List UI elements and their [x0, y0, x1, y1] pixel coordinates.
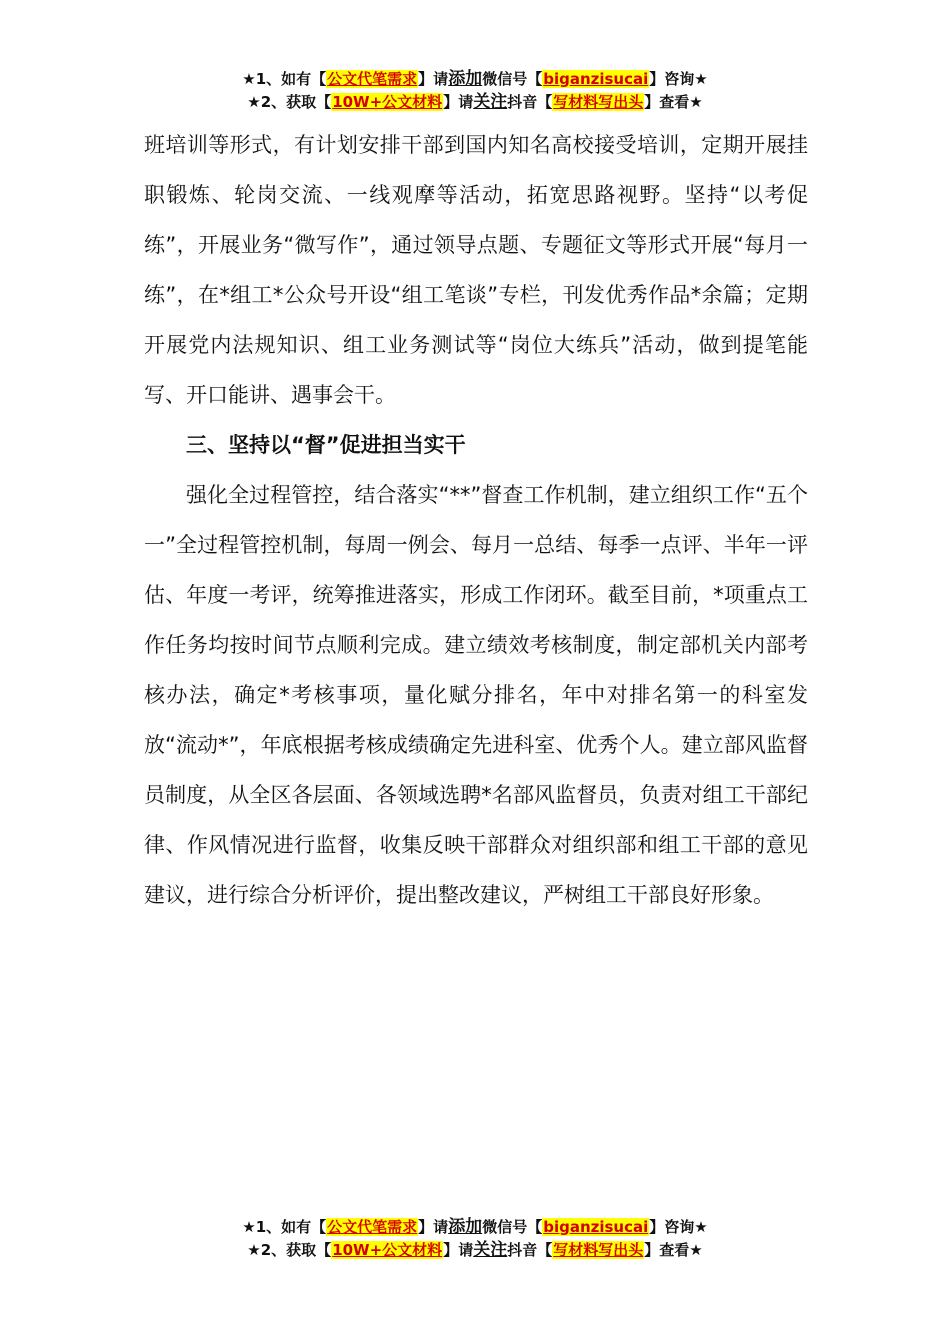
- banner-line-1: [0, 1216, 950, 1239]
- highlight-wechat-id: biganzisucai: [543, 1218, 649, 1236]
- paragraph-supervision: 强化全过程管控，结合落实“**”督查工作机制，建立组织工作“五个一”全过程管控机制，每周一例会、每月一总结、每季一点评、半年一评估、年度一考评，统筹推进落实，形成工作闭环。截至目前，*项重点工作任务均按时间节点顺利完成。建立绩效考核制度，制定部机关内部考核办法，确定*考核事项，量化赋分排名，年中对排名第一的科室发放“流动*”，年底根据考核成绩确定先进科室、优秀个人。建立部风监督员制度，从全区各层面、各领域选聘*名部风监督员，负责对组工干部纪律、作风情况进行监督，收集反映干部群众对组织部和组工干部的意见建议，进行综合分析评价，提出整改建议，严树组工干部良好形象。: [144, 483, 808, 907]
- header-banner: [0, 68, 950, 114]
- highlight-service: 公文代笔需求: [327, 70, 418, 88]
- star-icon: ★: [694, 70, 708, 88]
- banner-text: 】查看: [644, 1241, 690, 1259]
- paragraph-continued: 班培训等形式，有计划安排干部到国内知名高校接受培训，定期开展挂职锻炼、轮岗交流、一线观摩等活动，拓宽思路视野。坚持“以考促练”，开展业务“微写作”，通过领导点题、专题征文等形式开展“每月一练”，在*组工*公众号开设“组工笔谈”专栏，刊发优秀作品*余篇；定期开展党内法规知识、组工业务测试等“岗位大练兵”活动，做到提笔能写、开口能讲、遇事会干。: [144, 133, 808, 407]
- highlight-materials: 10W+公文材料: [332, 93, 443, 111]
- emphasis-add: 添加: [448, 1217, 483, 1237]
- highlight-douyin-id: 写材料写出头: [553, 1241, 644, 1259]
- star-icon: ★: [242, 70, 256, 88]
- banner-text: 2、获取【: [260, 93, 332, 111]
- highlight-service: 公文代笔需求: [327, 1218, 418, 1236]
- banner-text: 微信号【: [482, 70, 543, 88]
- star-icon: ★: [247, 1241, 261, 1259]
- banner-text: 抖音【: [507, 1241, 553, 1259]
- highlight-materials: 10W+公文材料: [332, 1241, 443, 1259]
- star-icon: ★: [242, 1218, 256, 1236]
- star-icon: ★: [247, 93, 261, 111]
- banner-text: 】请: [418, 70, 449, 88]
- banner-text: 】查看: [644, 93, 690, 111]
- banner-text: 微信号【: [482, 1218, 543, 1236]
- highlight-wechat-id: biganzisucai: [543, 70, 649, 88]
- highlight-douyin-id: 写材料写出头: [553, 93, 644, 111]
- star-icon: ★: [689, 1241, 703, 1259]
- banner-text: 】请: [443, 1241, 474, 1259]
- emphasis-add: 添加: [448, 69, 483, 89]
- emphasis-follow: 关注: [473, 92, 508, 112]
- emphasis-follow: 关注: [473, 1240, 508, 1260]
- document-body: [144, 120, 808, 920]
- footer-banner: [0, 1216, 950, 1262]
- banner-line-1: [0, 68, 950, 91]
- banner-text: 2、获取【: [260, 1241, 332, 1259]
- banner-text: 】请: [418, 1218, 449, 1236]
- banner-text: 】咨询: [649, 1218, 695, 1236]
- banner-text: 1、如有【: [255, 70, 327, 88]
- banner-text: 】咨询: [649, 70, 695, 88]
- banner-text: 抖音【: [507, 93, 553, 111]
- section-heading-3: 三、坚持以“督”促进担当实干: [186, 433, 466, 457]
- star-icon: ★: [694, 1218, 708, 1236]
- banner-text: 1、如有【: [255, 1218, 327, 1236]
- banner-text: 】请: [443, 93, 474, 111]
- banner-line-2: [0, 91, 950, 114]
- banner-line-2: [0, 1239, 950, 1262]
- star-icon: ★: [689, 93, 703, 111]
